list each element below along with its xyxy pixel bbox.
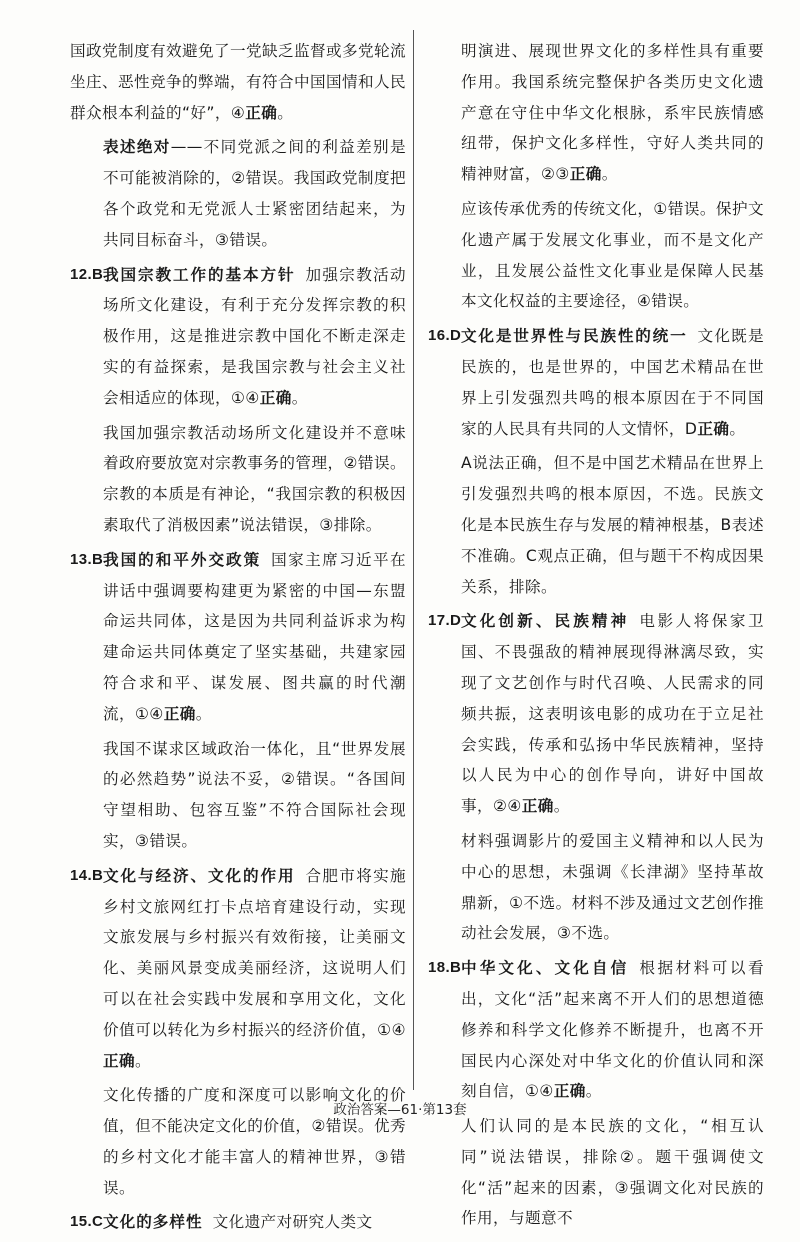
text-segment: 我国加强宗教活动场所文化建设并不意味着政府要放宽对宗教事务的管理，②错误。宗教的本质是有神论，“我国宗教的积极因素取代了消极因素”说法错误，③排除。 <box>103 423 406 534</box>
answer-item <box>428 321 764 444</box>
bold-segment: 正确 <box>103 1051 135 1070</box>
text-segment: 文化既是民族的，也是世界的，中国艺术精品在世界上引发强烈共鸣的根本原因在于不同国家的人民具有共同的人文情怀，D <box>461 327 764 438</box>
answer-number: 14.B <box>70 866 104 884</box>
answer-keyword: 中华文化、文化自信 <box>461 959 630 978</box>
text-segment: 应该传承优秀的传统文化，①错误。保护文化遗产属于发展文化事业，而不是文化产业，且发展公益性文化事业是保障人民基本文化权益的主要途径，④错误。 <box>461 199 764 311</box>
answer-item <box>428 953 764 1107</box>
bold-segment: 正确 <box>521 797 554 816</box>
answer-keyword: 我国的和平外交政策 <box>103 550 262 569</box>
answer-paragraph <box>428 36 764 190</box>
answer-paragraph <box>428 826 764 949</box>
text-segment: A说法正确，但不是中国艺术精品在世界上引发强烈共鸣的根本原因，不选。民族文化是本民族生存与发展的精神根基，B表述不准确。C观点正确，但与题干不构成因果关系，排除。 <box>461 454 764 596</box>
answer-paragraph <box>428 194 764 317</box>
answer-number: 13.B <box>70 550 104 568</box>
text-segment: 。 <box>135 1051 151 1070</box>
answer-number: 16.D <box>428 327 462 345</box>
answer-paragraph <box>70 734 406 857</box>
answer-number: 18.B <box>428 959 462 977</box>
answer-item <box>70 861 406 1077</box>
bold-segment: 正确 <box>569 165 602 184</box>
text-segment: ——不同党派之间的利益差别是不可能被消除的，②错误。我国政党制度把各个政党和无党派人士紧密团结起来，为共同目标奋斗，③错误。 <box>103 138 406 249</box>
left-column <box>70 36 406 1242</box>
column-divider <box>413 30 414 1090</box>
text-segment: 根据材料可以看出，文化“活”起来离不开人们的思想道德修养和科学文化修养不断提升，也离不开国民内心深处对中华文化的价值认同和深刻自信，①④ <box>461 959 764 1101</box>
text-segment: 我国不谋求区域政治一体化，且“世界发展的必然趋势”说法不妥，②错误。“各国间守望相助、包容互鉴”不符合国际社会现实，③错误。 <box>103 739 406 850</box>
text-segment: 明演进、展现世界文化的多样性具有重要作用。我国系统完整保护各类历史文化遗产意在守住中华文化根脉，系牢民族情感纽带，保护文化多样性，守好人类共同的精神财富，②③ <box>461 42 764 184</box>
bold-segment: 正确 <box>245 103 278 122</box>
text-segment: 。 <box>291 388 308 407</box>
page-footer: 政治答案—61·第13套 <box>333 1102 467 1118</box>
text-segment: 。 <box>585 1082 602 1101</box>
right-column <box>428 36 764 1238</box>
answer-number: 15.C <box>70 1213 104 1231</box>
text-segment: 。 <box>553 797 570 816</box>
text-segment: 文化遗产对研究人类文 <box>212 1213 373 1232</box>
answer-keyword: 文化是世界性与民族性的统一 <box>461 327 688 346</box>
bold-segment: 正确 <box>259 388 292 407</box>
answer-item <box>70 260 406 414</box>
text-segment: 。 <box>729 419 746 438</box>
answer-item <box>70 1207 406 1238</box>
text-segment: 材料强调影片的爱国主义精神和以人民为中心的思想，未强调《长津湖》坚持革故鼎新，①不选。材料不涉及通过文艺创作推动社会发展，③不选。 <box>461 831 764 943</box>
text-segment: 电影人将保家卫国、不畏强敌的精神展现得淋漓尽致，实现了文艺创作与时代召唤、人民需求的同频共振，这表明该电影的成功在于立足社会实践，传承和弘扬中华民族精神，坚持以人民为中心的创作导向，讲好中国故事，②④ <box>461 612 764 816</box>
answer-paragraph <box>70 418 406 541</box>
bold-segment: 正确 <box>697 419 730 438</box>
bold-segment: 正确 <box>163 704 196 723</box>
bold-segment: 表述绝对 <box>103 138 171 157</box>
text-segment: 合肥市将实施乡村文旅网红打卡点培育建设行动，实现文旅发展与乡村振兴有效衔接，让美丽文化、美丽风景变成美丽经济，这说明人们可以在社会实践中发展和享用文化，文化价值可以转化为乡村振兴的经济价值，①④ <box>103 866 406 1039</box>
answer-number: 17.D <box>428 612 462 630</box>
answer-keyword: 文化的多样性 <box>103 1213 203 1232</box>
text-segment: 。 <box>277 103 294 122</box>
answer-number: 12.B <box>70 265 104 283</box>
answer-paragraph <box>428 1111 764 1234</box>
answer-keyword: 文化与经济、文化的作用 <box>103 866 296 885</box>
text-segment: 国政党制度有效避免了一党缺乏监督或多党轮流坐庄、恶性竞争的弊端，有符合中国国情和人民群众根本利益的“好”，④ <box>70 42 406 122</box>
answer-item <box>428 606 764 822</box>
answer-paragraph <box>70 132 406 255</box>
text-segment: 国家主席习近平在讲话中强调要构建更为紧密的中国—东盟命运共同体，这是因为共同利益诉求为构建命运共同体奠定了坚实基础，共建家园符合求和平、谋发展、图共赢的时代潮流，①④ <box>103 550 406 723</box>
answer-keyword: 我国宗教工作的基本方针 <box>103 265 296 284</box>
text-segment: 。 <box>195 704 212 723</box>
text-segment: 加强宗教活动场所文化建设，有利于充分发挥宗教的积极作用，这是推进宗教中国化不断走深走实的有益探索，是我国宗教与社会主义社会相适应的体现，①④ <box>103 265 406 407</box>
answer-keyword: 文化创新、民族精神 <box>461 612 630 631</box>
text-segment: 人们认同的是本民族的文化，“相互认同”说法错误，排除②。题干强调使文化“活”起来的因素，③强调文化对民族的作用，与题意不 <box>461 1117 764 1228</box>
answer-item <box>70 545 406 730</box>
answer-paragraph <box>70 36 406 128</box>
bold-segment: 正确 <box>553 1082 586 1101</box>
text-segment: 。 <box>601 165 618 184</box>
answer-paragraph <box>428 448 764 602</box>
text-segment: 文化传播的广度和深度可以影响文化的价值，但不能决定文化的价值，②错误。优秀的乡村文化才能丰富人的精神世界，③错误。 <box>103 1086 406 1197</box>
